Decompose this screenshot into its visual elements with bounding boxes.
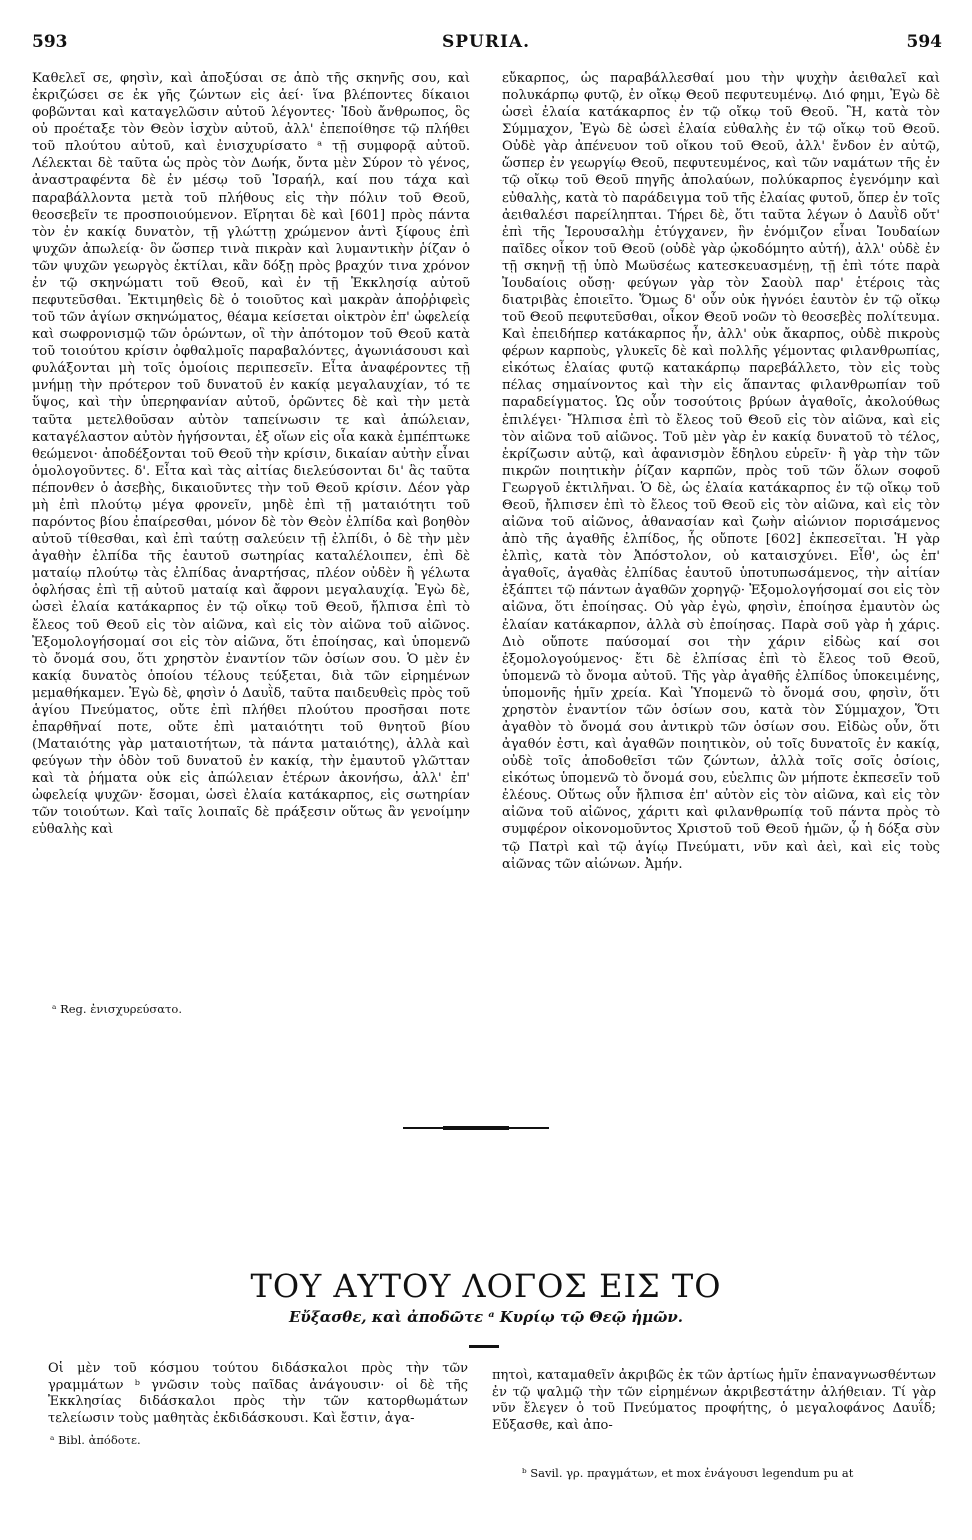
right-column-text [502, 70, 940, 873]
running-header [30, 32, 942, 56]
section-left-paragraph: Οἱ μὲν τοῦ κόσμου τούτου διδάσκαλοι πρὸς τὴν τῶν γραμμάτων ᵇ γνῶσιν τοὺς παῖδας ἀνάγουσιν· οἱ δὲ τῆς Ἐκκλησίας διδάσκαλοι πρὸς τὴν τῶν κατορθωμάτων τελείωσιν τοὺς μαθητὰς ἐκδιδάσκουσι. Καὶ ἔστιν, ἀγα- [48, 1361, 468, 1426]
short-divider [469, 1345, 499, 1348]
left-column-text [32, 70, 470, 839]
left-column-paragraph: Καθελεῖ σε, φησὶν, καὶ ἀποξύσαι σε ἀπὸ τῆς σκηνῆς σου, καὶ ἐκριζώσει σε ἐκ γῆς ζώντων εἰς ἀεί· ἵνα βλέποντες δίκαιοι φοβῶνται καὶ καταγελῶσιν αὐτοῦ λέγοντες· Ἰδοὺ ἄνθρωπος, ὃς οὐ προέταξε τὸν Θεὸν ἰσχὺν αὐτοῦ, ἀλλ' ἐπεποίθησε τῷ πλήθει τοῦ πλούτου αὐτοῦ, καὶ ἐνισχυρίσατο ᵃ τῇ συμφορᾷ αὐτοῦ. Λέλεκται δὲ ταῦτα ὡς πρὸς τὸν Δωήκ, ὄντα μὲν Σύρον τὸ γένος, ἀναστραφέντα δὲ ἐν μέσῳ τοῦ Ἰσραήλ, καί που τάχα καὶ παραβάλλοντα μετὰ τοῦ πλήθους εἰς τὴν πόλιν τοῦ Θεοῦ, θεοσεβεῖν τε προσποιούμενον. Εἴρηται δὲ καὶ [601] πρὸς πάντα τὸν ἐν κακίᾳ δυνατὸν, τῇ γλώττῃ χρώμενον ἀντὶ ξίφους ἐπὶ ψυχῶν ἀπωλείᾳ· ὃν ὥσπερ τινὰ πικρὰν καὶ λυμαντικὴν ῥίζαν ὁ τῶν ψυχῶν γεωργὸς ἐκτίλαι, κἂν δόξῃ πρὸς βραχύν τινα χρόνον ἐν τῷ σκηνώματι τοῦ Θεοῦ, καὶ ἐν τῇ Ἐκκλησίᾳ αὐτοῦ πεφυτεῦσθαι. Ἐκτιμηθεὶς δὲ ὁ τοιοῦτος καὶ μακρὰν ἀποῤῥιφεὶς τοῦ τῶν ἁγίων σκηνώματος, θέαμα κείσεται οἰκτρὸν ἐπ' ὠφελείᾳ καὶ σωφρονισμῷ τῶν ὁρώντων, οἳ τὴν ἀπότομον τοῦ Θεοῦ κατὰ τοῦ τοιούτου κρίσιν ὀφθαλμοῖς παραβαλόντες, ἀγωνιάσουσι καὶ φυλάξονται μὴ τοῖς ὁμοίοις περιπεσεῖν. Εἶτα ἀναφέροντες τῇ μνήμῃ τὴν πρότερον τοῦ δυνατοῦ ἐν κακίᾳ μεγαλαυχίαν, τό τε ὕψος, καὶ τὴν ὑπερηφανίαν αὐτοῦ, ὁρῶντες δὲ καὶ τὴν μετὰ ταῦτα μετελθοῦσαν αὐτὸν ταπείνωσιν τε καὶ ἀπώλειαν, καταγέλαστον αὐτὸν ἡγήσονται, ἐξ οἵων εἰς οἷα κακὰ ἐμπέπτωκε θεώμενοι· ἀποδέξονται τοῦ Θεοῦ τὴν κρίσιν, δικαίαν αὐτὴν εἶναι ὁμολογοῦντες. δ'. Εἶτα καὶ τὰς αἰτίας διελεύσονται δι' ἃς ταῦτα πέπονθεν ὁ ἀσεβὴς, δικαιοῦντες τὴν τοῦ Θεοῦ κρίσιν. Δέον γὰρ μὴ ἐπὶ πλούτῳ μέγα φρονεῖν, μηδὲ ἐπὶ τῇ ματαιότητι τοῦ παρόντος βίου ἐπαίρεσθαι, μόνον δὲ τὸν Θεὸν ἐλπίδα καὶ βοηθὸν αὐτοῦ τίθεσθαι, καὶ ἐπὶ ταύτῃ σαλεύειν τῇ ἐλπίδι, ὁ δὲ τὴν μὲν ἀγαθὴν ἐλπίδα τῆς ἑαυτοῦ σωτηρίας καταλέλοιπεν, ἐπὶ δὲ ματαίῳ πλούτῳ τὰς ἐλπίδας ἀναρτήσας, πλέον οὐδὲν ἢ γέλωτα ὀφλήσας ἐπὶ τῇ αὐτοῦ ματαίᾳ καὶ ἄφρονι μεγαλαυχίᾳ. Ἐγὼ δὲ, ὡσεὶ ἐλαία κατάκαρπος ἐν τῷ οἴκῳ τοῦ Θεοῦ, ἤλπισα ἐπὶ τὸ ἔλεος τοῦ Θεοῦ εἰς τὸν αἰῶνα, καὶ εἰς τὸν αἰῶνα τοῦ αἰῶνος. Ἐξομολογήσομαί σοι εἰς τὸν αἰῶνα, ὅτι ἐποίησας, καὶ ὑπομενῶ τὸ ὄνομά σου, ὅτι χρηστὸν ἐναντίον τῶν ὁσίων σου. Ὁ μὲν ἐν κακίᾳ δυνατὸς ὁποίου τέλους τεύξεται, διὰ τῶν εἰρημένων μεμαθήκαμεν. Ἐγὼ δὲ, φησὶν ὁ Δαυῒδ, ταῦτα παιδευθεὶς πρὸς τοῦ ἁγίου Πνεύματος, οὔτε ἐπὶ πλήθει πλούτου προσῆσαι ποτε ἐπαρθῆναί ποτε, οὔτε ἐπὶ ματαιότητι τοῦ θνητοῦ βίου (Ματαιότης γὰρ ματαιοτήτων, τὰ πάντα ματαιότης), ἀλλὰ καὶ φεύγων τὴν ὁδὸν τοῦ δυνατοῦ ἐν κακίᾳ, τὴν ἐμαυτοῦ γλῶτταν καὶ τὰ ῥήματα οὐκ εἰς ἀπώλειαν ἑτέρων ἀκονήσω, ἀλλ' ἐπ' ὠφελείᾳ ψυχῶν· ἔσομαι, ὡσεὶ ἐλαία κατάκαρπος, εἰς σωτηρίαν τῶν τοιούτων. Καὶ ταῖς λοιπαῖς δὲ πράξεσιν οὕτως ἂν γενοίμην εὐθαλὴς καὶ [32, 71, 470, 838]
page-number-left: 593 [32, 32, 68, 52]
footnote-bibl: ᵃ Bibl. ἀπόδοτε. [50, 1433, 141, 1447]
running-title: SPURIA. [441, 32, 531, 52]
section-title: ΤΟΥ ΑΥΤΟΥ ΛΟΓΟΣ ΕΙΣ ΤΟ [250, 1267, 722, 1305]
section-subtitle: Εὔξασθε, καὶ ἀποδῶτε ᵃ Κυρίῳ τῷ Θεῷ ἡμῶν. [288, 1308, 684, 1326]
footnote-savil: ᵇ Savil. γρ. πραγμάτων, et mox ἐνάγουσι legendum pu at [522, 1466, 854, 1480]
section-divider [403, 1126, 549, 1130]
right-column-paragraph: εὔκαρπος, ὡς παραβάλλεσθαί μου τὴν ψυχὴν ἀειθαλεῖ καὶ πολυκάρπῳ φυτῷ, ἐν οἴκῳ Θεοῦ πεφυτευμένῳ. Διό φημι, Ἐγὼ δὲ ὡσεὶ ἐλαία κατάκαρπος ἐν τῷ οἴκῳ τοῦ Θεοῦ. Ἢ, κατὰ τὸν Σύμμαχον, Ἐγὼ δὲ ὡσεὶ ἐλαία εὐθαλὴς ἐν τῷ οἴκῳ τοῦ Θεοῦ. Οὐδὲ γὰρ ἀπένευον τοῦ οἴκου τοῦ Θεοῦ, ἀλλ' ἔνδον ἐν αὐτῷ, ὥσπερ ἐν γεωργίῳ Θεοῦ, πεφυτευμένος, καὶ τῶν ναμάτων τῆς ἐν τῷ οἴκῳ τοῦ Θεοῦ πηγῆς ἀπολαύων, πολύκαρπος ἐγενόμην καὶ εὐθαλὴς, κατὰ τὸ παράδειγμα τοῦ τῆς ἐλαίας φυτοῦ, ὅπερ ἐν τοῖς ἀειθαλέσι παρείληπται. Τήρει δὲ, ὅτι ταῦτα λέγων ὁ Δαυῒδ οὔτ' ἐπὶ τῆς Ἱερουσαλὴμ ἐτύγχανεν, ἣν ἐνόμιζον εἶναι Ἰουδαίων παῖδες οἶκον τοῦ Θεοῦ (οὐδὲ γὰρ ᾠκοδόμητο αὐτή), ἀλλ' οὐδὲ ἐν τῇ σκηνῇ τῇ ὑπὸ Μωϋσέως κατεσκευασμένῃ, τῇ ἐπὶ τότε παρὰ Ἰουδαίοις οὔσῃ· φεύγων γὰρ τὸν Σαοὺλ παρ' ἑτέροις τὰς διατριβὰς ἐποιεῖτο. Ὅμως δ' οὖν οὐκ ἠγνόει ἑαυτὸν ἐν τῷ οἴκῳ τοῦ Θεοῦ πεφυτεῦσθαι, οἶκον Θεοῦ νοῶν τὸ θεοσεβὲς πολίτευμα. Καὶ ἐπειδήπερ κατάκαρπος ἦν, ἀλλ' οὐκ ἄκαρπος, οὐδὲ πικροὺς φέρων καρποὺς, γλυκεῖς δὲ καὶ πολλῆς γέμοντας φιλανθρωπίας, εἰκότως ἐλαίας φυτῷ κατακάρπῳ παρεβάλλετο, τὸν εἰς τοὺς πέλας σημαίνοντος καὶ τὴν εἰς ἅπαντας φιλανθρωπίαν τοῦ παραδείγματος. Ὡς οὖν τοσούτοις βρύων ἀγαθοῖς, ἀκολούθως ἐπιλέγει· Ἤλπισα ἐπὶ τὸ ἔλεος τοῦ Θεοῦ εἰς τὸν αἰῶνα, καὶ εἰς τὸν αἰῶνα τοῦ αἰῶνος. Τοῦ μὲν γὰρ ἐν κακίᾳ δυνατοῦ τὸ τέλος, ἐκρίζωσιν αὐτῷ, καὶ ἀφανισμὸν ἔδηλου εὑρεῖν· ἢ γὰρ τὴν τῶν πικρῶν ποιητικὴν ῥίζαν καρπῶν, πρὸς τοῦ τῶν ὅλων σοφοῦ Γεωργοῦ ἐκτιλῆναι. Ὁ δὲ, ὡς ἐλαία κατάκαρπος ἐν τῷ οἴκῳ τοῦ Θεοῦ, ἤλπισεν ἐπὶ τὸ ἔλεος τοῦ Θεοῦ εἰς τὸν αἰῶνα, καὶ εἰς τὸν αἰῶνα τοῦ αἰῶνος, ἀθανασίαν καὶ ζωὴν αἰώνιον πορισάμενος ἀπὸ τῆς ἀγαθῆς ἐλπίδος, ἧς οὔποτε [602] ἐκπεσεῖται. Ἡ γὰρ ἐλπὶς, κατὰ τὸν Ἀπόστολον, οὐ καταισχύνει. Εἶθ', ὡς ἐπ' ἀγαθοῖς, ἀγαθὰς ἐλπίδας ἑαυτοῦ ὑποτυπωσάμενος, τὴν αἰτίαν ἐξάπτει τῷ πάντων ἀγαθῶν χορηγῷ· Ἐξομολογήσομαί σοι εἰς τὸν αἰῶνα, ὅτι ἐποίησας. Οὐ γὰρ ἐγὼ, φησὶν, ἐποίησα ἐμαυτὸν ὡς ἐλαίαν κατάκαρπον, ἀλλὰ σὺ ἐποίησας. Παρὰ σοῦ γὰρ ἡ χάρις. Διὸ οὔποτε παύσομαί σοι τὴν χάριν εἰδὼς καί σοι ἐξομολογούμενος· ἔτι δὲ ἐλπίσας ἐπὶ τὸ ἔλεος τοῦ Θεοῦ, ὑπομενῶ τὸ ὄνομα αὐτοῦ. Τῆς γὰρ ἀγαθῆς ἐλπίδος ὑποκειμένης, ὑπομονῆς ἡμῖν χρεία. Καὶ Ὑπομενῶ τὸ ὄνομά σου, φησὶν, ὅτι χρηστὸν ἐναντίον τῶν ὁσίων σου, κατὰ τὸν Σύμμαχον, Ὅτι ἀγαθὸν τὸ ὄνομά σου ἀντικρὺ τῶν ὁσίων σου. Εἰδὼς οὖν, ὅτι ἀγαθόν ἐστι, καὶ ἀγαθῶν ποιητικὸν, οὐ τοῖς δυνατοῖς ἐν κακίᾳ, οὐδὲ τοῖς ἀποδοθεῖσι τῶν ζώντων, ἀλλὰ τοῖς σοῖς ὁσίοις, εἰκότως ὑπομενῶ τὸ ὄνομά σου, εὐελπις ὢν μήποτε ἐκπεσεῖν τοῦ ἐλέους. Οὕτως οὖν ἤλπισα ἐπ' αὐτὸν εἰς τὸν αἰῶνα, καὶ εἰς τὸν αἰῶνα τοῦ αἰῶνος, χάριτι καὶ φιλανθρωπίᾳ τοῦ πάντα πρὸς τὸ συμφέρον οἰκονομοῦντος Χριστοῦ τοῦ Θεοῦ ἡμῶν, ᾧ ἡ δόξα σὺν τῷ Πατρὶ καὶ τῷ ἁγίῳ Πνεύματι, νῦν καὶ ἀεὶ, καὶ εἰς τοὺς αἰῶνας τῶν αἰώνων. Ἀμήν. [502, 71, 940, 872]
section-right-text [492, 1368, 936, 1434]
section-right-paragraph: πητοὶ, καταμαθεῖν ἀκριβῶς ἐκ τῶν ἀρτίως ἡμῖν ἐπαναγνωσθέντων ἐν τῷ ψαλμῷ τὴν τῶν εἰρημένων ἀκριβεστάτην ἀλήθειαν. Τί γὰρ νῦν ἔλεγεν ὁ τοῦ Πνεύματος προφήτης, ὁ μεγαλοφάνος Δαυΐδ; Εὔξασθε, καὶ ἀπο- [492, 1368, 936, 1433]
section-left-text [48, 1361, 468, 1427]
page-number-right: 594 [906, 32, 942, 52]
footnote-reg: ᵃ Reg. ἐνισχυρεύσατο. [52, 1002, 182, 1016]
